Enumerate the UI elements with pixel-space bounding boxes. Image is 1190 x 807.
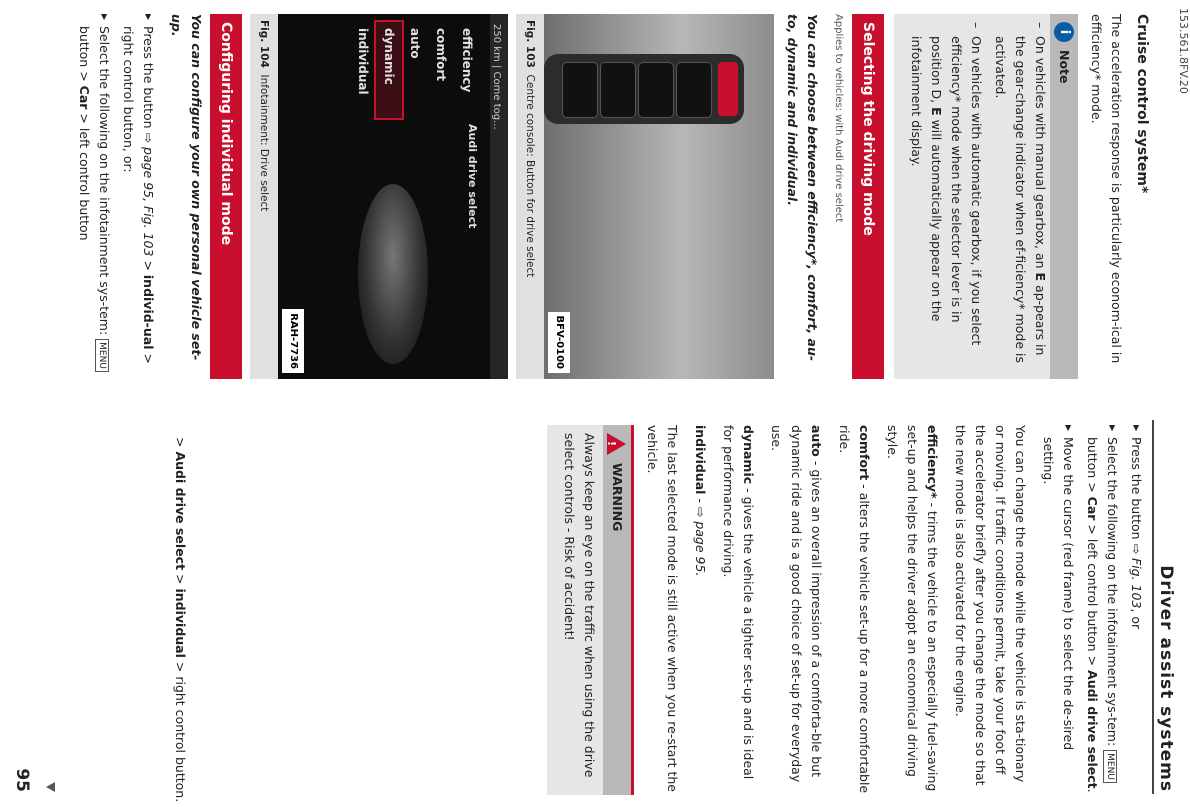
applies-to-note: Applies to vehicles: with Audi drive select [833,14,844,223]
note-box [894,14,1078,379]
page-number: 95 [12,768,32,792]
warning-box [547,425,634,795]
console-button [562,62,598,118]
continued-arrow-icon [46,782,55,792]
right-column [537,425,1146,795]
figure-103 [516,14,774,379]
menu-item[interactable]: comfort [434,28,448,81]
note-item: – On vehicles with automatic gearbox, if you select efficiency* mode when the selector lever is in position D, E will automatically appear on the infotainment display. [906,14,986,379]
mode-description: auto - gives an overall impression of a comforta-ble but dynamic ride and is a good choice of set-up for everyday use. [769,425,824,783]
cruise-control-heading: Cruise control system* [1134,14,1150,194]
note-item: – On vehicles with manual gearbox, an E ap-pears in the gear-change indicator when ef-ficiency* mode is activated. [990,14,1050,379]
menu-item[interactable]: auto [408,28,422,59]
driving-mode-heading: Selecting the driving mode [852,14,884,379]
mode-description: efficiency* - trims the vehicle to an especially fuel-saving set-up and helps the driver adopt an economical driving style. [885,425,940,792]
instruction-step: ▶ Press the button ⇨ page 95, Fig. 103 > individ-ual > right control button, or: [118,14,158,379]
drive-select-button-strip [544,54,744,124]
individual-mode-lead: You can configure your own personal vehicle set-up. [169,14,204,361]
console-button [600,62,636,118]
warning-title: WARNING [610,463,625,532]
instruction-step: ▶ Press the button ⇨ Fig. 103, or [1126,425,1146,795]
document-code: 153.561.8FV.20 [1177,8,1190,94]
note-title: Note [1057,50,1072,84]
screen-title: Audi drive select [466,124,479,229]
figure-caption: Fig. 104 Infotainment: Drive select [250,14,278,379]
instruction-step: ▶ Select the following on the infotainment sys-tem: MENU button > Car > left control button [74,14,114,379]
instruction-step: ▶ Move the cursor (red frame) to select the de-sired setting. [1038,425,1078,795]
menu-item-selected[interactable]: dynamic [376,22,402,118]
note-header [1050,14,1078,379]
mode-description: individual - ⇨ page 95. [693,425,708,577]
console-button [638,62,674,118]
cross-reference[interactable]: ⇨ page 95, Fig. 103 [141,132,156,257]
menu-item[interactable]: efficiency [460,28,474,93]
car-illustration [358,184,428,364]
centre-console-photo [544,14,774,379]
driving-mode-lead: You can choose between efficiency*, comfort, au-to, dynamic and individual. [785,14,820,362]
mode-description: dynamic - gives the vehicle a tighter set-up and is ideal for performance driving. [721,425,756,780]
warning-text: Always keep an eye on the traffic when using the drive select controls - Risk of accident! [562,433,597,778]
screen-status-bar: 250 km | Come tog... [490,14,508,379]
cruise-control-text: The acceleration response is particularly econom-ical in efficiency* mode. [1089,14,1124,364]
menu-key-icon: MENU [95,339,109,372]
figure-code: RAH-7736 [282,309,304,373]
last-mode-paragraph: The last selected mode is still active when you re-start the vehicle. [645,425,680,792]
console-button [676,62,712,118]
header-divider [1152,420,1154,794]
hazard-button [718,62,738,116]
warning-triangle-icon: ! [608,433,627,455]
continuation-text: > Audi drive select > individual > right control button. [173,437,188,803]
left-column [70,14,1152,379]
info-icon: i [1054,22,1074,42]
individual-mode-heading: Configuring individual mode [210,14,242,379]
warning-header [603,425,631,795]
menu-key-icon: MENU [1103,750,1117,783]
running-header: Driver assist systems [1156,565,1176,792]
drive-select-menu [350,22,480,118]
menu-item[interactable]: individual [356,28,370,95]
mode-change-paragraph: You can change the mode while the vehicle is sta-tionary or moving. If traffic conditions permit, take your foot off the accelerator briefly after you change the mode so that the new mode is also activated for the engine. [953,425,1028,786]
figure-code: BFV-0100 [548,312,570,373]
figure-104 [250,14,508,379]
mode-description: comfort - alters the vehicle set-up for a more comfortable ride. [837,425,872,794]
infotainment-screen [278,14,508,379]
figure-caption: Fig. 103 Centre console: Button for drive select [516,14,544,379]
instruction-step: ▶ Select the following on the infotainment sys-tem: MENU button > Car > left control button > Audi drive select. [1082,425,1122,795]
cross-reference[interactable]: ⇨ Fig. 103 [1129,543,1144,609]
